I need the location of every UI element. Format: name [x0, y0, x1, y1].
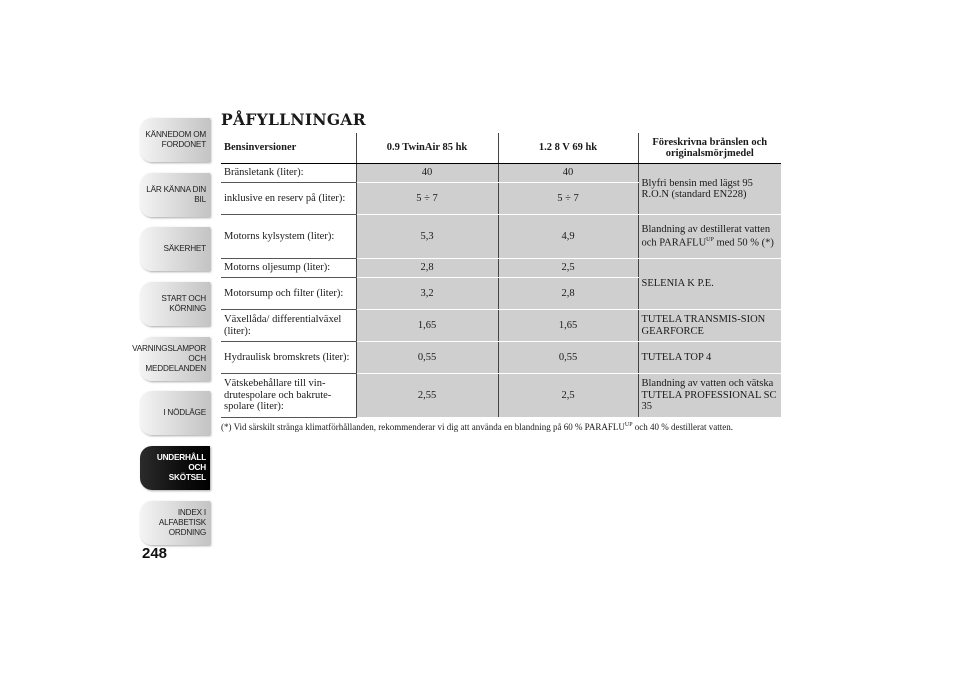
cell-value: 5 ÷ 7 [498, 183, 638, 215]
cell-value: 5 ÷ 7 [356, 183, 498, 215]
header-twinair: 0.9 TwinAir 85 hk [356, 133, 498, 164]
fluid-gear: TUTELA TRANSMIS-SION GEARFORCE [638, 310, 781, 342]
fluid-oil: SELENIA K P.E. [638, 259, 781, 310]
footnote: (*) Vid särskilt stränga klimatförhållanden, rekommenderar vi dig att använda en blandning på 60 % $PARAFLU^{UP}$ och 40 % destillerat vatten. [221, 422, 734, 432]
page-number: 248 [142, 545, 168, 562]
cell-value: 4,9 [498, 215, 638, 259]
cell-value: 0,55 [498, 342, 638, 374]
fluid-coolant: Blandning av destillerat vatten och $PARAFLU^{UP}$ med 50 % (*) [638, 215, 781, 259]
tab-sakerhet[interactable]: SÄKERHET [140, 227, 210, 271]
tab-index[interactable]: INDEX I ALFABETISK ORDNING [140, 501, 210, 545]
row-label: Vätskebehållare till vin-drutespolare och bakrute-spolare (liter): [221, 374, 356, 418]
fluid-brake: TUTELA TOP 4 [638, 342, 781, 374]
tab-start-och-korning[interactable]: START OCH KÖRNING [140, 282, 210, 326]
fluid-washer: Blandning av vatten och vätska TUTELA PROFESSIONAL SC 35 [638, 374, 781, 418]
row-label: Motorns kylsystem (liter): [221, 215, 356, 259]
tab-underhall-och-skotsel[interactable]: UNDERHÅLL OCH SKÖTSEL [140, 446, 210, 490]
row-label: Motorsump och filter (liter): [221, 278, 356, 310]
cell-value: 2,5 [498, 259, 638, 278]
cell-value: 2,55 [356, 374, 498, 418]
header-versions: Bensinversioner [221, 133, 356, 164]
cell-value: 2,8 [356, 259, 498, 278]
tab-kannedom-om-fordonet[interactable]: KÄNNEDOM OM FORDONET [140, 118, 210, 162]
header-fluids: Föreskrivna bränslen och originalsmörjmedel [638, 133, 781, 164]
table-row [221, 374, 781, 418]
row-label: Växellåda/ differentialväxel (liter): [221, 310, 356, 342]
chapter-tabs [132, 118, 210, 556]
table-row [221, 310, 781, 342]
table-row [221, 259, 781, 278]
cell-value: 1,65 [356, 310, 498, 342]
header-12-8v: 1.2 8 V 69 hk [498, 133, 638, 164]
tab-varningslampor[interactable]: VARNINGSLAMPOR OCH MEDDELANDEN [140, 337, 210, 381]
tab-i-nodlage[interactable]: I NÖDLÄGE [140, 391, 210, 435]
cell-value: 2,8 [498, 278, 638, 310]
tab-lar-kanna-din-bil[interactable]: LÄR KÄNNA DIN BIL [140, 173, 210, 217]
row-label: Bränsletank (liter): [221, 164, 356, 183]
row-label: Hydraulisk bromskrets (liter): [221, 342, 356, 374]
cell-value: 40 [498, 164, 638, 183]
cell-value: 3,2 [356, 278, 498, 310]
table-row [221, 342, 781, 374]
row-label: inklusive en reserv på (liter): [221, 183, 356, 215]
fluid-fuel: Blyfri bensin med lägst 95 R.O.N (standard EN228) [638, 164, 781, 215]
page-title: PÅFYLLNINGAR [221, 110, 366, 129]
main-content [221, 110, 781, 433]
capacities-table [221, 133, 781, 418]
row-label: Motorns oljesump (liter): [221, 259, 356, 278]
cell-value: 5,3 [356, 215, 498, 259]
cell-value: 40 [356, 164, 498, 183]
table-row [221, 215, 781, 259]
table-row [221, 164, 781, 183]
cell-value: 0,55 [356, 342, 498, 374]
cell-value: 1,65 [498, 310, 638, 342]
cell-value: 2,5 [498, 374, 638, 418]
